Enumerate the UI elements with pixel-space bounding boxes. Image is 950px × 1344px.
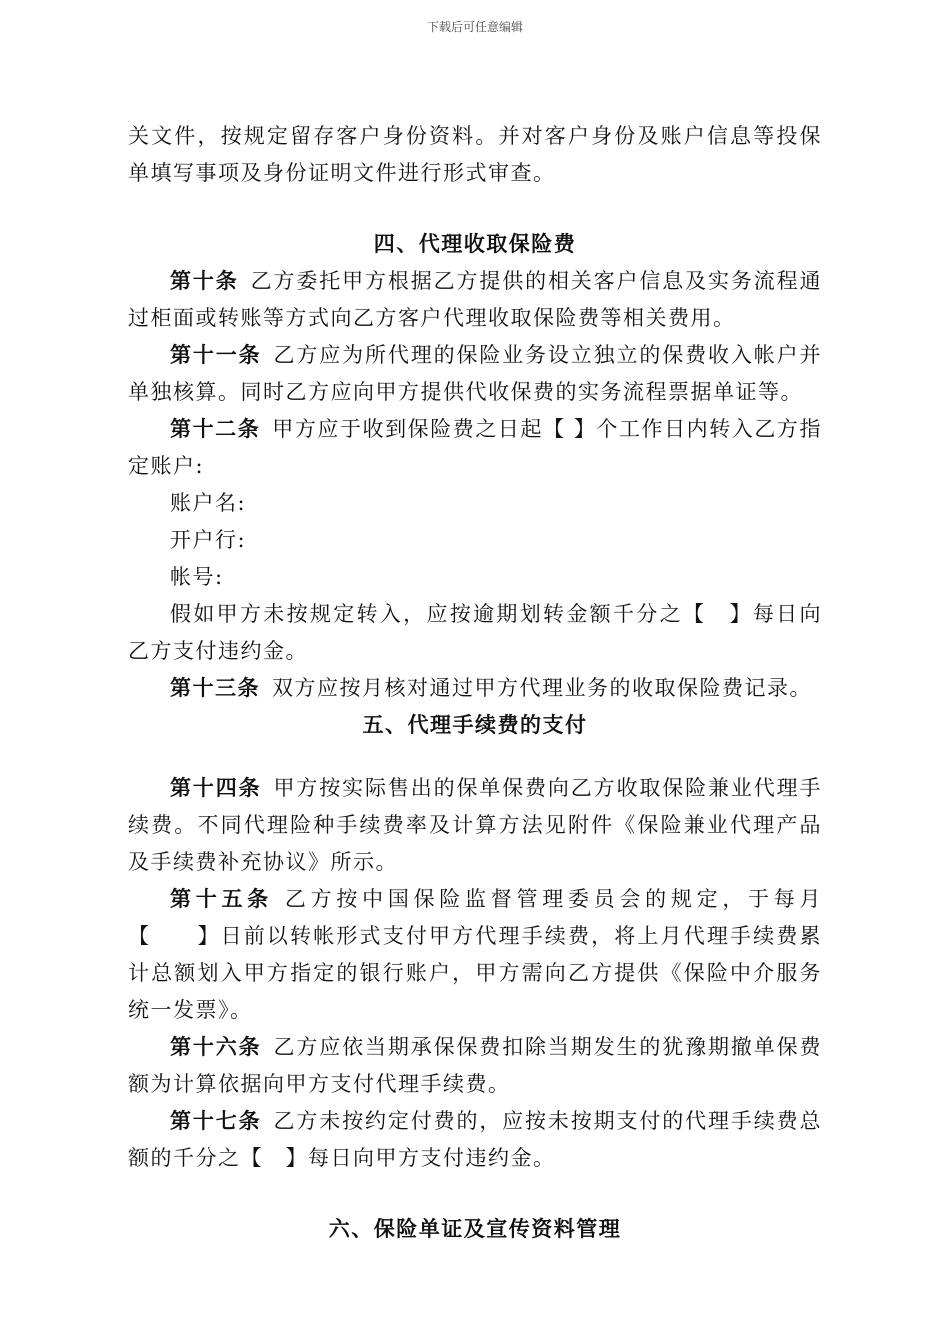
article-13-text: 双方应按月核对通过甲方代理业务的收取保险费记录。 (272, 676, 812, 700)
document-body (128, 118, 822, 1248)
article-13-label: 第十三条 (170, 676, 260, 700)
article-14 (128, 770, 822, 881)
article-16-label: 第十六条 (170, 1035, 262, 1059)
bank-line: 开户行: (170, 528, 247, 552)
article-11-label: 第十一条 (170, 343, 262, 367)
account-name-line: 账户名: (170, 491, 247, 515)
section-5-heading: 五、代理手续费的支付 (362, 713, 588, 737)
article-12 (128, 411, 822, 485)
article-16-text: 乙方应依当期承保保费扣除当期发生的犹豫期撤单保费额为计算依据向甲方支付代理手续费。 (128, 1035, 823, 1096)
article-16 (128, 1029, 822, 1103)
article-17-label: 第十七条 (170, 1109, 262, 1133)
article-11-text: 乙方应为所代理的保险业务设立独立的保费收入帐户并单独核算。同时乙方应向甲方提供代收保费的实务流程票据单证等。 (128, 343, 823, 404)
penalty-clause: 假如甲方未按规定转入，应按逾期划转金额千分之【 】每日向乙方支付违约金。 (128, 602, 822, 663)
article-10-label: 第十条 (170, 269, 239, 293)
article-15-label: 第十五条 (170, 887, 273, 911)
intro-paragraph: 关文件，按规定留存客户身份资料。并对客户身份及账户信息等投保单填写事项及身份证明文件进行形式审查。 (128, 124, 822, 185)
section-6-heading: 六、保险单证及宣传资料管理 (328, 1217, 622, 1241)
article-10 (128, 263, 822, 337)
account-number-line: 帐号: (170, 565, 224, 589)
article-15 (128, 881, 822, 1029)
article-15-text: 乙方按中国保险监督管理委员会的规定，于每月【 】日前以转帐形式支付甲方代理手续费，将上月代理手续费累计总额划入甲方指定的银行账户，甲方需向乙方提供《保险中介服务统一发票》。 (128, 887, 823, 1022)
section-4-heading: 四、代理收取保险费 (373, 232, 577, 256)
article-13 (128, 670, 822, 707)
article-12-text: 甲方应于收到保险费之日起【 】个工作日内转入乙方指定账户: (128, 417, 822, 478)
article-10-text: 乙方委托甲方根据乙方提供的相关客户信息及实务流程通过柜面或转账等方式向乙方客户代理收取保险费等相关费用。 (128, 269, 823, 330)
article-17 (128, 1103, 822, 1177)
article-14-label: 第十四条 (170, 776, 262, 800)
page-header-note: 下载后可任意编辑 (426, 20, 523, 34)
article-17-text: 乙方未按约定付费的，应按未按期支付的代理手续费总额的千分之【 】每日向甲方支付违约金。 (128, 1109, 823, 1170)
article-14-text: 甲方按实际售出的保单保费向乙方收取保险兼业代理手续费。不同代理险种手续费率及计算方法见附件《保险兼业代理产品及手续费补充协议》所示。 (128, 776, 823, 874)
article-12-label: 第十二条 (170, 417, 261, 441)
article-11 (128, 337, 822, 411)
